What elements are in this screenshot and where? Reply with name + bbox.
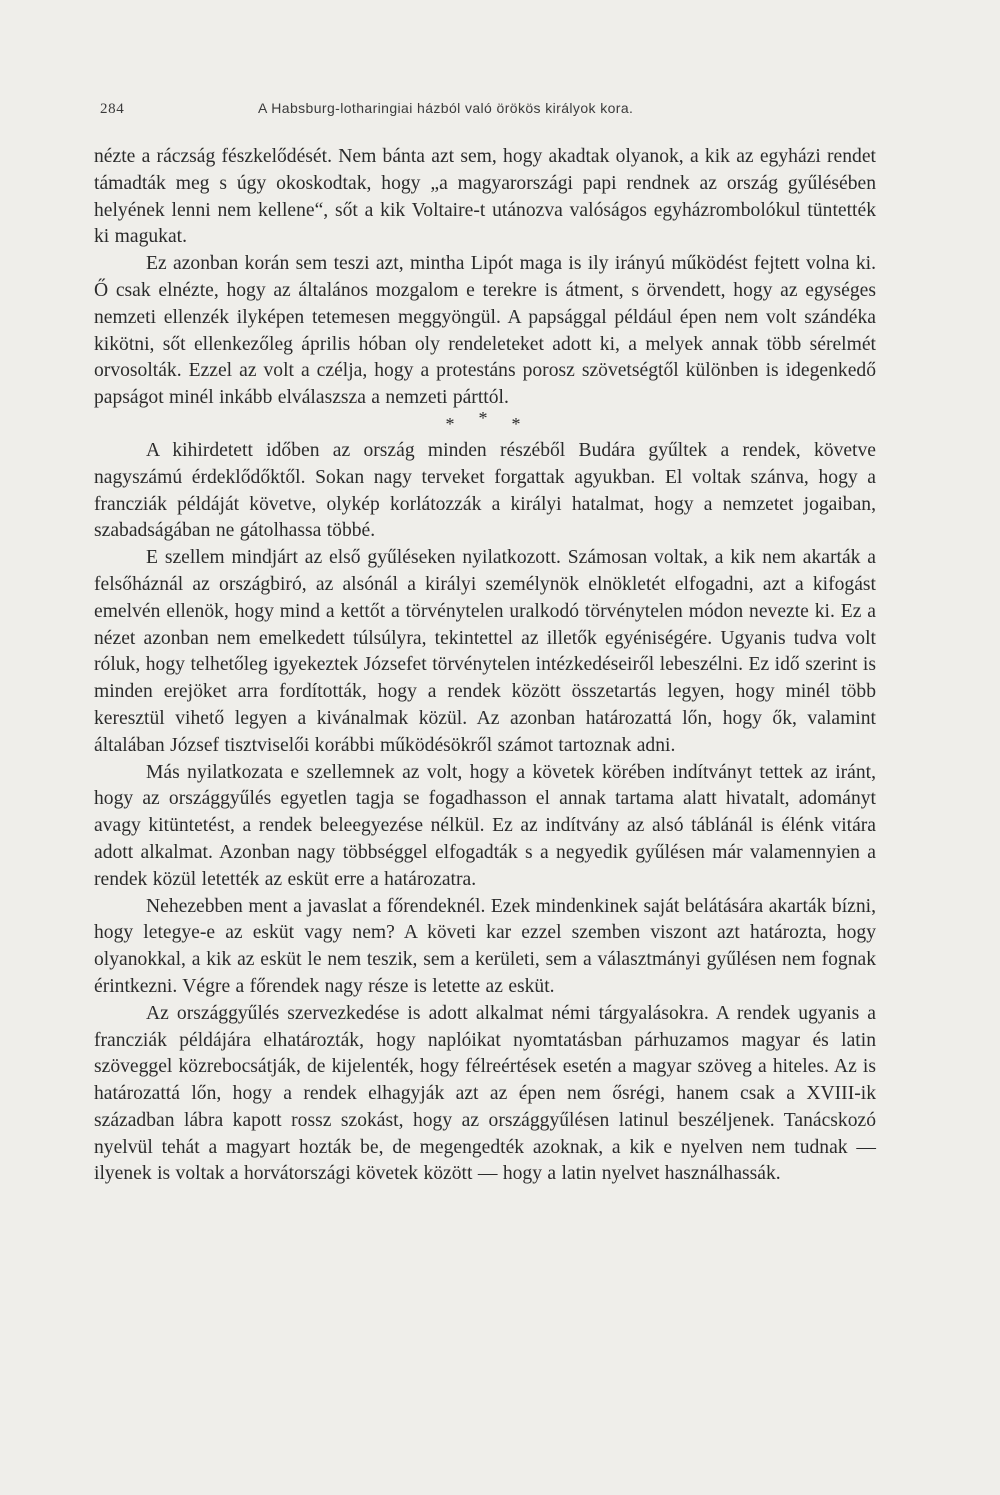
- running-head: [100, 100, 876, 124]
- running-title: A Habsburg-lotharingiai házból való örökös királyok kora.: [258, 100, 634, 116]
- paragraph-2: Ez azonban korán sem teszi azt, mintha Lipót maga is ily irányú működést fejtett volna ki. Ő csak elnézte, hogy az általános mozgalom e terekre is átment, s örvendett, hogy az egységes nemzeti ellenzék ilyképen tetemesen meggyöngül. A papsággal például épen nem volt szándéka kikötni, sőt ellenkezőleg április hóban oly rendeleteket adott ki, a melyek annak több sérelmét orvosolták. Ezzel az volt a czélja, hogy a protestáns porosz szövetségtől különben is idegenkedő papságot minél inkább elválaszsza a nemzeti párttól.: [94, 253, 876, 409]
- page-number: 284: [100, 101, 125, 117]
- separator-star: *: [445, 413, 455, 434]
- separator-star: *: [511, 413, 521, 434]
- paragraph-4: E szellem mindjárt az első gyűléseken nyilatkozott. Számosan voltak, a kik nem akarták a felsőháznál az országbiró, az alsónál a királyi személynök elnökletét elfogadni, azt a kifogást emelvén ellenök, hogy mind a kettőt a törvénytelen uralkodó törvénytelen módon nevezte ki. Ez a nézet azonban nem emelkedett túlsúlyra, tekintettel az illetők egyéniségére. Ugyanis tudva volt róluk, hogy telhetőleg igyekeztek Józsefet törvénytelen intézkedéseiről lebeszélni. Ez idő szerint is minden erejöket arra fordították, hogy a rendek között összetartás legyen, hogy minél több keresztül vihető legyen a kivánalmak közül. Az azonban határozattá lőn, hogy ők, valamint általában József tisztviselői korábbi működésökről számot tartoznak adni.: [94, 547, 876, 756]
- paragraph-6: Nehezebben ment a javaslat a főrendeknél. Ezek mindenkinek saját belátására akarták bízni, hogy letegye-e az esküt vagy nem? A követi kar ezzel szemben viszont azt határozta, hogy olyanokkal, a kik az esküt le nem teszik, sem a kerületi, sem a választmányi gyűlésen nem fognak érintkezni. Végre a főrendek nagy része is letette az esküt.: [94, 895, 876, 997]
- paragraph-5: Más nyilatkozata e szellemnek az volt, hogy a követek körében indítványt tettek az iránt, hogy az országgyűlés egyetlen tagja se fogadhasson el annak tartama alatt hivatalt, adományt avagy kitüntetést, a rendek beleegyezése nélkül. Ez az indítvány az alsó táblánál is élénk vitára adott alkalmat. Azonban nagy többséggel elfogadták s a negyedik gyűlésen már valamennyien a rendek közül letették az esküt erre a határozatra.: [94, 761, 876, 890]
- paragraph-3: A kihirdetett időben az ország minden részéből Budára gyűltek a rendek, követve nagyszámú érdeklődőktől. Sokan nagy terveket forgattak agyukban. El voltak szánva, hogy a francziák példáját követve, olykép korlátozzák a királyi hatalmat, hogy a nemzetet jogaiban, szabadságában ne gátolhassa többé.: [94, 439, 876, 542]
- section-separator: [94, 407, 876, 434]
- separator-star: *: [478, 407, 488, 428]
- paragraph-1: nézte a ráczság fészkelődését. Nem bánta azt sem, hogy akadtak olyanok, a kik az egyházi rendet támadták meg s úgy okoskodtak, hogy „a magyarországi papi rendnek az ország gyűlésében helyének lenni nem kellene“, sőt a kik Voltaire-t utánozva valóságos egyházrombolókul tüntették ki magukat.: [94, 146, 876, 248]
- paragraph-7: Az országgyűlés szervezkedése is adott alkalmat némi tárgyalásokra. A rendek ugyanis a francziák példájára elhatározták, hogy naplóikat nyomtatásban párhuzamos magyar és latin szöveggel közrebocsátják, de kijelenték, hogy félreértések esetén a magyar szöveg a hiteles. Az is határozattá lőn, hogy a rendek elhagyják azt az épen nem ősrégi, hanem csak a XVIII-ik században lábra kapott rossz szokást, hogy az országgyűlésen latinul beszéljenek. Tanácskozó nyelvül tehát a magyart hozták be, de megengedték azoknak, a kik e nyelven nem tudnak — ilyenek is voltak a horvátországi követek között — hogy a latin nyelvet használhassák.: [94, 1002, 876, 1185]
- body-text: [94, 144, 876, 1188]
